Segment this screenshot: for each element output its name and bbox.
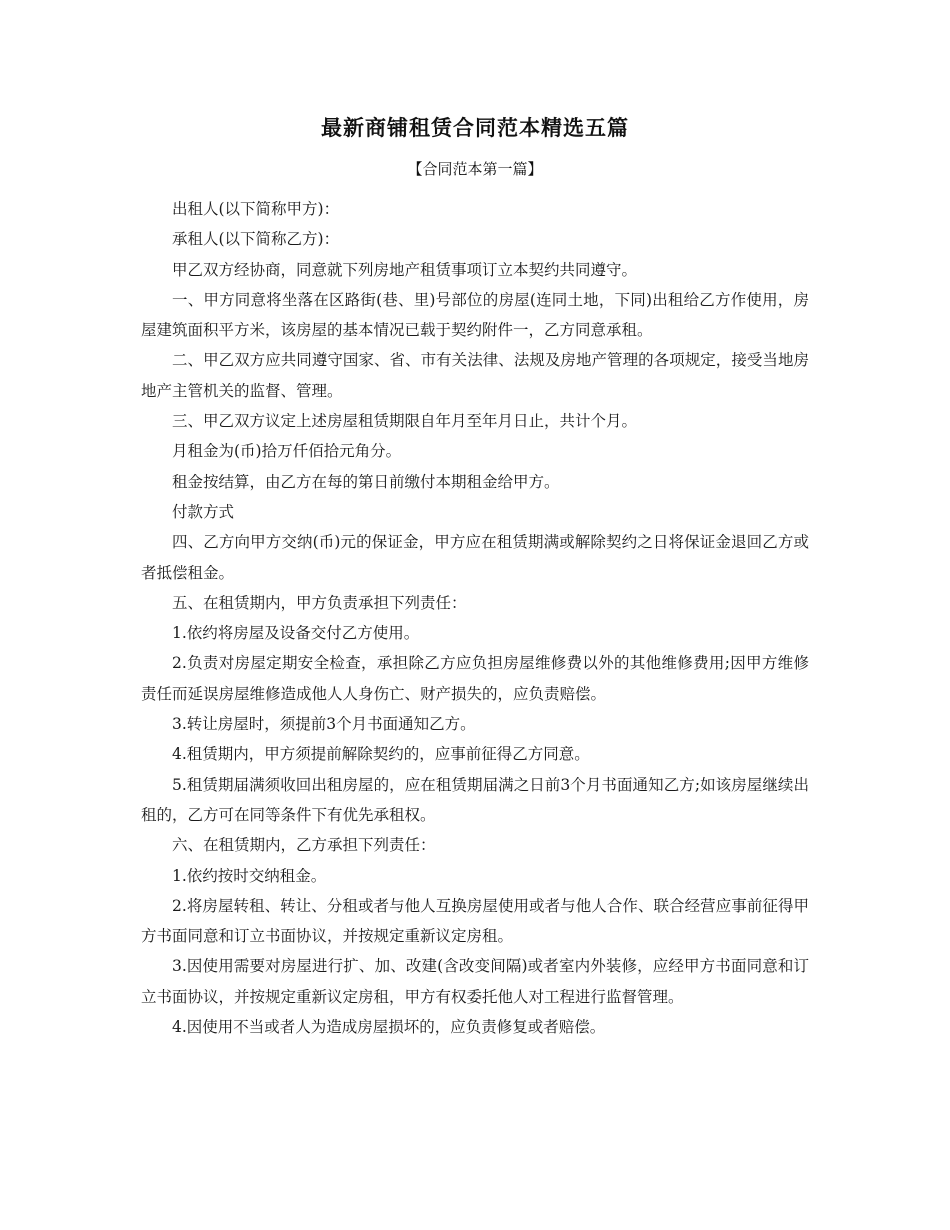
- paragraph-lessee: 承租人(以下简称乙方)：: [172, 230, 340, 249]
- paragraph-clause-4: 四、乙方向甲方交纳(币)元的保证金，甲方应在租赁期满或解除契约之日将保证金退回乙方或者抵偿租金。: [141, 533, 809, 582]
- paragraph-clause-6-item-2: 2.将房屋转租、转让、分租或者与他人互换房屋使用或者与他人合作、联合经营应事前征得甲方书面同意和订立书面协议，并按规定重新议定房租。: [141, 896, 809, 946]
- paragraph-monthly-rent: 月租金为(币)拾万仟佰拾元角分。: [172, 442, 402, 461]
- document-title: 最新商铺租赁合同范本精选五篇: [321, 116, 629, 140]
- paragraph-clause-5-item-1: 1.依约将房屋及设备交付乙方使用。: [172, 624, 420, 643]
- contract-body: [141, 194, 809, 1042]
- paragraph-clause-5-item-3: 3.转让房屋时，须提前3个月书面通知乙方。: [172, 715, 476, 734]
- paragraph-clause-6-item-4: 4.因使用不当或者人为造成房屋损坏的，应负责修复或者赔偿。: [172, 1018, 606, 1037]
- paragraph-clause-6-item-1: 1.依约按时交纳租金。: [172, 866, 327, 885]
- paragraph-payment-method: 付款方式: [172, 502, 235, 521]
- paragraph-clause-6-item-3: 3.因使用需要对房屋进行扩、加、改建(含改变间隔)或者室内外装修，应经甲方书面同意和订立书面协议，并按规定重新议定房租，甲方有权委托他人对工程进行监督管理。: [141, 957, 809, 1006]
- paragraph-rent-settlement: 租金按结算，由乙方在每的第日前缴付本期租金给甲方。: [172, 472, 560, 491]
- paragraph-clause-2: 二、甲乙双方应共同遵守国家、省、市有关法律、法规及房地产管理的各项规定，接受当地房地产主管机关的监督、管理。: [141, 351, 809, 400]
- paragraph-preamble: 甲乙双方经协商，同意就下列房地产租赁事项订立本契约共同遵守。: [172, 260, 638, 279]
- paragraph-clause-1: 一、甲方同意将坐落在区路街(巷、里)号部位的房屋(连同土地，下同)出租给乙方作使用，房屋建筑面积平方米，该房屋的基本情况已载于契约附件一，乙方同意承租。: [141, 290, 809, 340]
- paragraph-clause-5: 五、在租赁期内，甲方负责承担下列责任：: [172, 593, 467, 612]
- paragraph-clause-5-item-4: 4.租赁期内，甲方须提前解除契约的，应事前征得乙方同意。: [172, 745, 590, 764]
- paragraph-clause-6: 六、在租赁期内，乙方承担下列责任：: [172, 836, 436, 855]
- paragraph-clause-3: 三、甲乙双方议定上述房屋租赁期限自年月至年月日止，共计个月。: [172, 412, 638, 431]
- paragraph-clause-5-item-2: 2.负责对房屋定期安全检查，承担除乙方应负担房屋维修费以外的其他维修费用;因甲方维修责任而延误房屋维修造成他人人身伤亡、财产损失的，应负责赔偿。: [141, 654, 809, 703]
- paragraph-lessor: 出租人(以下简称甲方)：: [172, 200, 340, 218]
- paragraph-clause-5-item-5: 5.租赁期届满须收回出租房屋的，应在租赁期届满之日前3个月书面通知乙方;如该房屋继续出租的，乙方可在同等条件下有优先承租权。: [141, 775, 809, 824]
- document-subtitle: 【合同范本第一篇】: [407, 160, 543, 178]
